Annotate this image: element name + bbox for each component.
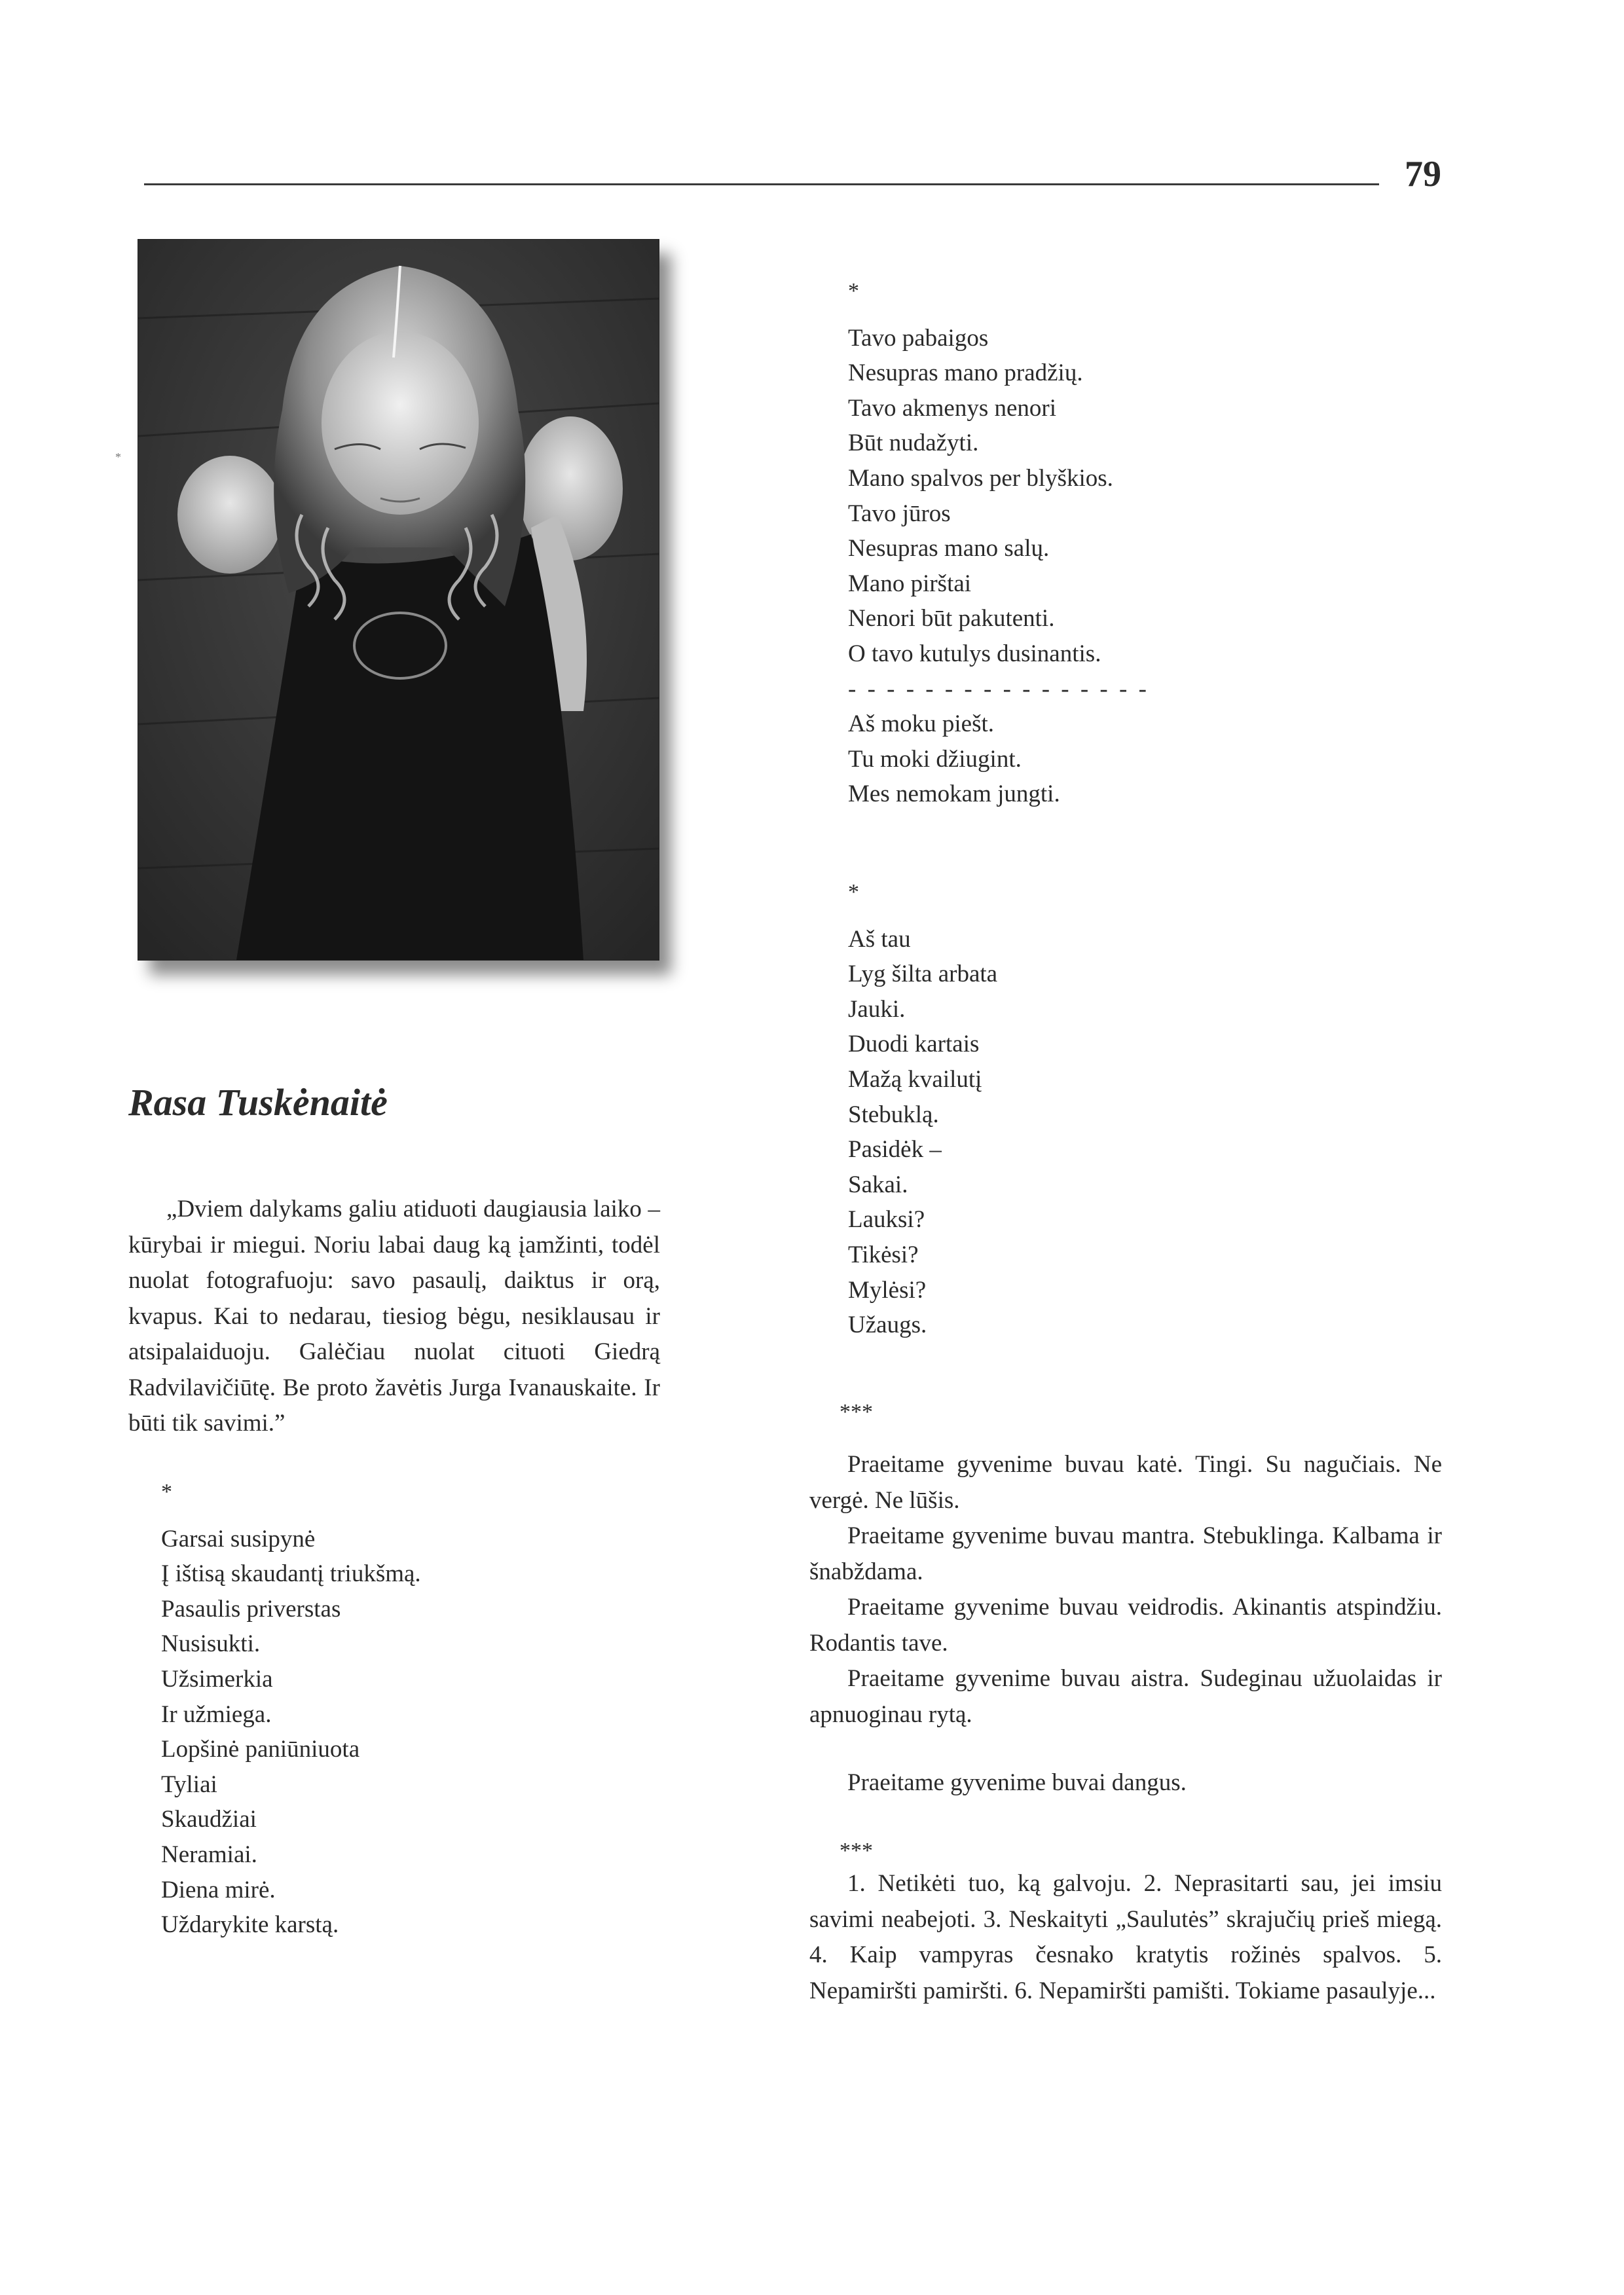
- poem-line: Aš moku piešt.: [848, 710, 995, 738]
- poem-line: Mano spalvos per blyškios.: [848, 464, 1113, 492]
- poem-line: Garsai susipynė: [161, 1525, 316, 1552]
- author-statement: [128, 1192, 660, 1442]
- poem-line: Būt nudažyti.: [848, 430, 979, 457]
- prose-paragraph: Praeitame gyvenime buvai dangus.: [847, 1769, 1187, 1796]
- poem-1-marker: *: [848, 279, 859, 303]
- poem-line: Užsimerkia: [161, 1665, 273, 1693]
- prose-paragraph: Praeitame gyvenime buvau veidrodis. Akinantis atspindžiu. Rodantis tave.: [809, 1594, 1442, 1657]
- poem-line: Pasidėk –: [848, 1136, 942, 1164]
- prose-1-marker: ***: [840, 1400, 873, 1424]
- poem-2: [848, 875, 997, 1343]
- poem-line: Nenori būt pakutenti.: [848, 605, 1055, 633]
- poem-line: Pasaulis priverstas: [161, 1595, 341, 1623]
- poem-3-marker: *: [161, 1480, 172, 1504]
- poem-1: [848, 274, 1149, 812]
- poem-line: O tavo kutulys dusinantis.: [848, 640, 1101, 667]
- poem-line: Jauki.: [848, 995, 906, 1023]
- poem-line: Tikėsi?: [848, 1241, 919, 1268]
- author-statement-text: „Dviem dalykams galiu atiduoti daugiausia laiko – kūrybai ir miegui. Noriu labai daug ką įamžinti, todėl nuolat fotografuoju: savo pasaulį, daiktus ir orą, kvapus. Kai to nedarau, tiesiog bėgu, nesiklausau ir atsipalaiduoju. Galėčiau nuolat cituoti Giedrą Radvilavičiūtę. Be proto žavėtis Jurga Ivanauskaite. Ir būti tik savimi.”: [128, 1196, 660, 1437]
- poem-line: Nesupras mano pradžių.: [848, 359, 1083, 387]
- poem-line: Mes nemokam jungti.: [848, 780, 1060, 808]
- prose-1: [809, 1447, 1442, 1801]
- poem-line: Į ištisą skaudantį triukšmą.: [161, 1560, 421, 1588]
- poem-line: Tu moki džiugint.: [848, 745, 1022, 773]
- poem-divider: - - - - - - - - - - - - - - - -: [848, 675, 1149, 703]
- poem-3: [161, 1475, 421, 1943]
- stray-asterisk-mark: *: [115, 450, 121, 464]
- poem-2-marker: *: [848, 880, 859, 904]
- poem-line: Uždarykite karstą.: [161, 1911, 339, 1939]
- poem-line: Tavo jūros: [848, 500, 951, 527]
- portrait-photo-image: [138, 240, 659, 960]
- poem-line: Sakai.: [848, 1171, 908, 1198]
- prose-2: [809, 1866, 1442, 2009]
- poem-line: Mano pirštai: [848, 570, 972, 597]
- poem-line: Tyliai: [161, 1771, 217, 1798]
- prose-paragraph: Praeitame gyvenime buvau katė. Tingi. Su nagučiais. Ne vergė. Ne lūšis.: [809, 1451, 1442, 1514]
- poem-line: Diena mirė.: [161, 1876, 276, 1903]
- poem-line: Skaudžiai: [161, 1806, 257, 1833]
- poem-line: Aš tau: [848, 925, 911, 953]
- poem-line: Stebuklą.: [848, 1101, 939, 1128]
- poem-line: Ir užmiega.: [161, 1700, 272, 1728]
- prose-paragraph: 1. Netikėti tuo, ką galvoju. 2. Neprasitarti sau, jei imsiu savimi neabejoti. 3. Neskaityti „Saulutės” skrajučių prieš miegą. 4. Kaip vampyras česnako kratytis rožinės spalvos. 5. Nepamiršti pamiršti. 6. Nepamiršti pamišti. Tokiame pasaulyje...: [809, 1870, 1442, 2004]
- poem-line: Nesupras mano salų.: [848, 535, 1050, 562]
- poem-line: Lopšinė paniūniuota: [161, 1736, 360, 1763]
- poem-line: Lyg šilta arbata: [848, 961, 998, 988]
- header-rule: [144, 183, 1379, 185]
- poem-line: Nusisukti.: [161, 1630, 261, 1658]
- prose-2-marker: ***: [840, 1839, 873, 1863]
- page-number: 79: [1405, 154, 1441, 194]
- poem-line: Neramiai.: [161, 1841, 257, 1868]
- prose-paragraph: Praeitame gyvenime buvau aistra. Sudeginau užuolaidas ir apnuoginau rytą.: [809, 1665, 1442, 1728]
- poem-line: Mažą kvailutį: [848, 1065, 982, 1093]
- author-portrait-photo: [138, 239, 659, 961]
- poem-line: Tavo pabaigos: [848, 324, 989, 352]
- author-name: Rasa Tuskėnaitė: [128, 1081, 388, 1124]
- poem-line: Tavo akmenys nenori: [848, 394, 1056, 422]
- poem-line: Duodi kartais: [848, 1031, 980, 1058]
- poem-line: Mylėsi?: [848, 1276, 927, 1304]
- prose-paragraph: Praeitame gyvenime buvau mantra. Stebuklinga. Kalbama ir šnabždama.: [809, 1522, 1442, 1585]
- poem-line: Lauksi?: [848, 1206, 925, 1234]
- poem-line: Užaugs.: [848, 1312, 927, 1339]
